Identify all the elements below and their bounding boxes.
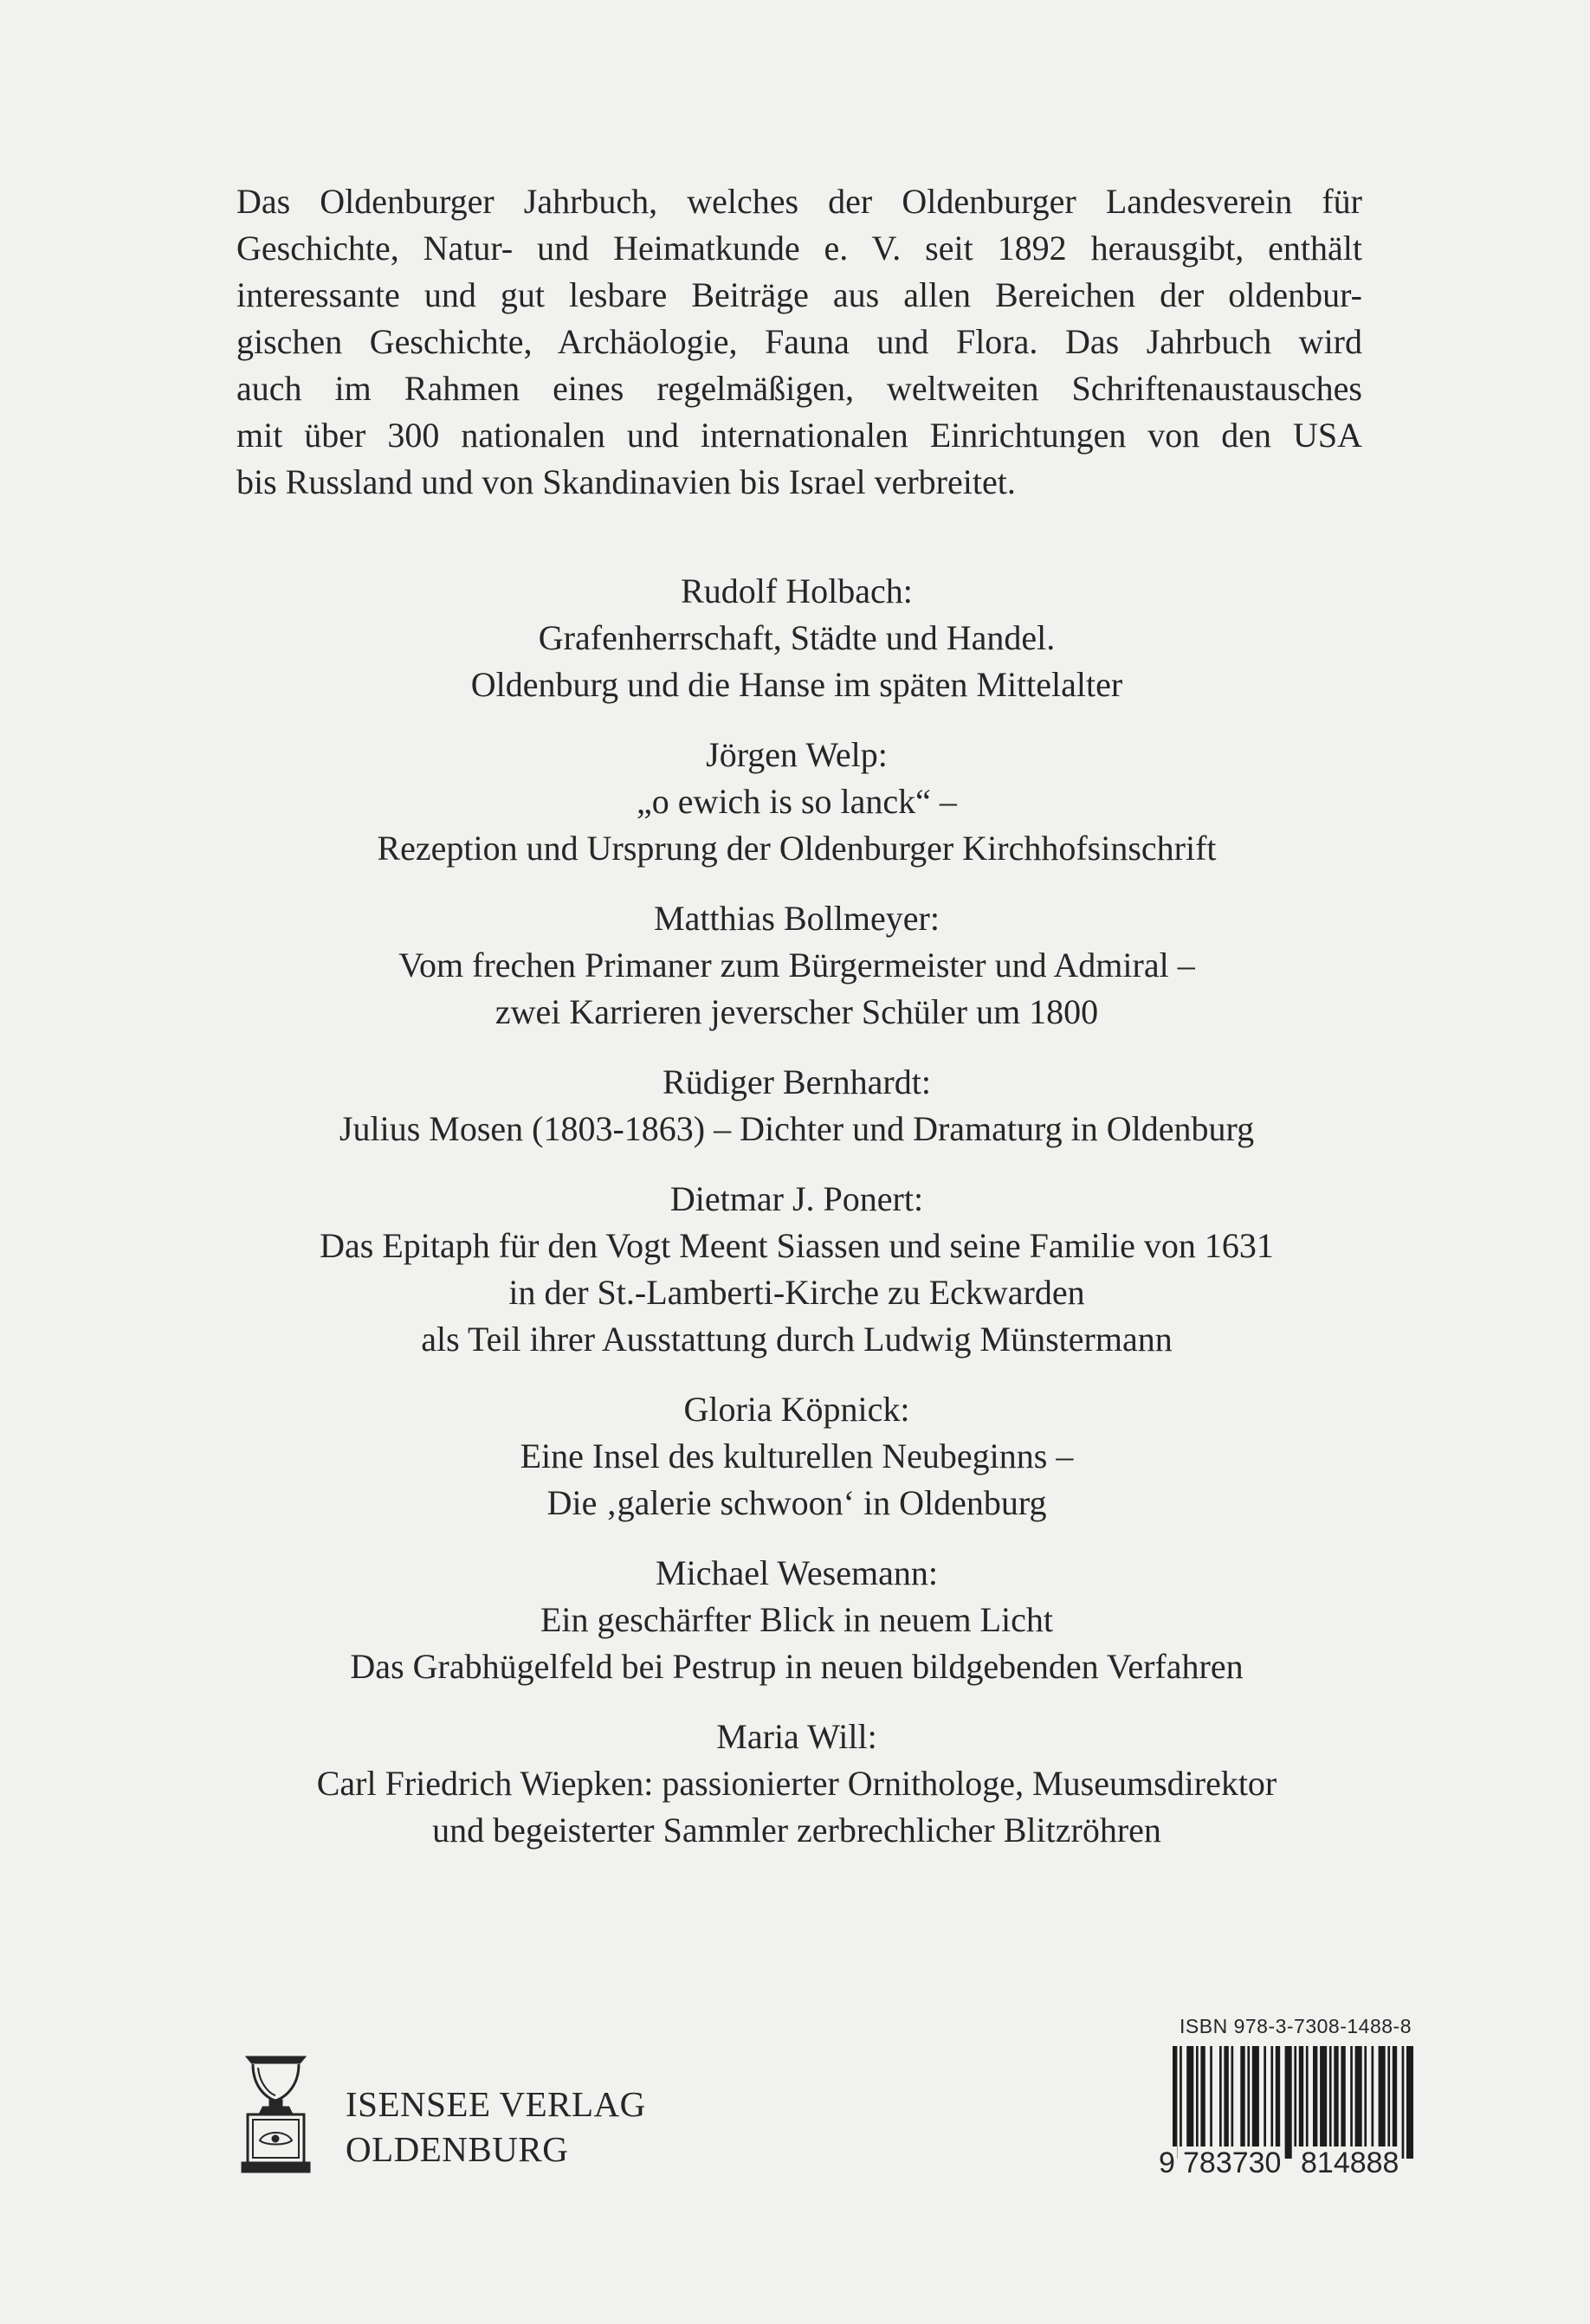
entry-title-line: in der St.-Lamberti-Kirche zu Eckwarden — [508, 1273, 1085, 1312]
entry-title-line: „o ewich is so lanck“ – — [637, 782, 957, 821]
barcode-bar — [1196, 2046, 1199, 2146]
contents-entry — [225, 895, 1368, 1036]
contents-entry — [225, 568, 1368, 708]
entry-title-line: Das Epitaph für den Vogt Meent Siassen und seine Familie von 1631 — [320, 1226, 1274, 1265]
barcode-digit-group-1: 783730 — [1183, 2146, 1282, 2179]
barcode-bar — [1364, 2046, 1367, 2146]
urn-logo-icon — [239, 2050, 313, 2175]
barcode-bar — [1355, 2046, 1362, 2146]
barcode-bar — [1334, 2046, 1338, 2146]
barcode-bar — [1219, 2046, 1222, 2146]
intro-line: gischen Geschichte, Archäologie, Fauna und Flora. Das Jahrbuch wird — [236, 322, 1362, 361]
barcode-bar — [1252, 2046, 1259, 2146]
isbn-label: ISBN 978-3-7308-1488-8 — [1180, 2015, 1412, 2037]
barcode-bar — [1285, 2046, 1292, 2159]
barcode-bar — [1341, 2046, 1345, 2146]
barcode-bar — [1276, 2046, 1280, 2146]
barcode-bar — [1200, 2046, 1205, 2146]
contents-entry — [225, 1059, 1368, 1152]
entry-title-line: zwei Karrieren jeverscher Schüler um 1800 — [494, 992, 1099, 1031]
barcode-digit-group-2: 814888 — [1301, 2146, 1399, 2179]
barcode-bar — [1240, 2046, 1244, 2146]
entry-author: Maria Will: — [716, 1717, 877, 1756]
entry-title-line: Die ‚galerie schwoon‘ in Oldenburg — [546, 1483, 1047, 1522]
entry-author: Rudolf Holbach: — [681, 571, 913, 610]
barcode-bar — [1320, 2046, 1327, 2146]
barcode-bar — [1387, 2046, 1390, 2146]
barcode-bar — [1306, 2046, 1309, 2146]
entry-title-line: Vom frechen Primaner zum Bürgermeister und Admiral – — [398, 946, 1195, 984]
barcode-bar — [1247, 2046, 1250, 2146]
publisher-line-2: OLDENBURG — [346, 2129, 569, 2169]
intro-line: Das Oldenburger Jahrbuch, welches der Oldenburger Landesverein für — [236, 182, 1362, 221]
barcode-bar — [1186, 2046, 1193, 2146]
barcode-bar — [1350, 2046, 1353, 2146]
entry-author: Rüdiger Bernhardt: — [662, 1062, 931, 1101]
barcode-bar — [1379, 2046, 1386, 2146]
entry-title-line: Carl Friedrich Wiepken: passionierter Ornithologe, Museumsdirektor — [316, 1764, 1277, 1803]
intro-line: Geschichte, Natur- und Heimatkunde e. V. seit 1892 herausgibt, enthält — [236, 229, 1362, 268]
intro-paragraph — [236, 178, 1362, 506]
entry-author: Dietmar J. Ponert: — [669, 1179, 924, 1218]
barcode-bar — [1313, 2046, 1317, 2146]
contents-entry — [225, 1176, 1368, 1363]
barcode-digit-first: 9 — [1159, 2146, 1175, 2179]
barcode-bar — [1180, 2046, 1182, 2146]
barcode-bar — [1329, 2046, 1332, 2146]
barcode-bar — [1393, 2046, 1397, 2146]
entry-title-line: Das Grabhügelfeld bei Pestrup in neuen bildgebenden Verfahren — [350, 1647, 1244, 1686]
entry-author: Jörgen Welp: — [706, 735, 888, 774]
barcode-bar — [1270, 2046, 1273, 2146]
publisher-name — [346, 2082, 646, 2172]
entry-title-line: als Teil ihrer Ausstattung durch Ludwig Münstermann — [421, 1320, 1173, 1359]
entry-title-line: Oldenburg und die Hanse im späten Mittelalter — [470, 665, 1123, 704]
contents-entry — [225, 1550, 1368, 1690]
contents-entry — [225, 1714, 1368, 1854]
publisher-imprint — [239, 2050, 646, 2175]
entry-title-line: Rezeption und Ursprung der Oldenburger Kirchhofsinschrift — [377, 829, 1217, 868]
contents-list — [225, 568, 1368, 1877]
isbn-barcode-block — [1159, 2015, 1413, 2179]
entry-author: Matthias Bollmeyer: — [654, 899, 940, 938]
barcode-bar — [1173, 2046, 1177, 2159]
barcode-bar — [1299, 2046, 1303, 2146]
barcode-bar — [1210, 2046, 1212, 2146]
entry-title-line: Grafenherrschaft, Städte und Handel. — [538, 618, 1056, 657]
barcode — [1162, 2046, 1413, 2159]
barcode-bar — [1231, 2046, 1234, 2146]
intro-line: mit über 300 nationalen und internationalen Einrichtungen von den USA — [236, 416, 1362, 455]
contents-entry — [225, 1386, 1368, 1527]
entry-title-line: Julius Mosen (1803-1863) – Dichter und Dramaturg in Oldenburg — [339, 1109, 1255, 1148]
barcode-bar — [1372, 2046, 1374, 2146]
entry-title-line: Ein geschärfter Blick in neuem Licht — [540, 1600, 1053, 1639]
barcode-bar — [1264, 2046, 1266, 2146]
contents-entry — [225, 732, 1368, 872]
intro-line: auch im Rahmen eines regelmäßigen, weltweiten Schriftenaustausches — [236, 369, 1362, 408]
intro-line: bis Russland und von Skandinavien bis Israel verbreitet. — [236, 462, 1016, 501]
barcode-digits — [1159, 2146, 1413, 2181]
publisher-line-1: ISENSEE VERLAG — [346, 2084, 646, 2124]
barcode-bar — [1402, 2046, 1405, 2159]
entry-title-line: und begeisterter Sammler zerbrechlicher Blitzröhren — [432, 1811, 1161, 1850]
intro-line: interessante und gut lesbare Beiträge aus allen Bereichen der oldenbur- — [236, 275, 1362, 314]
barcode-bar — [1224, 2046, 1228, 2146]
entry-author: Gloria Köpnick: — [683, 1390, 910, 1429]
barcode-bar — [1406, 2046, 1413, 2159]
entry-author: Michael Wesemann: — [656, 1553, 938, 1592]
barcode-bar — [1294, 2046, 1296, 2146]
entry-title-line: Eine Insel des kulturellen Neubeginns – — [520, 1436, 1074, 1475]
